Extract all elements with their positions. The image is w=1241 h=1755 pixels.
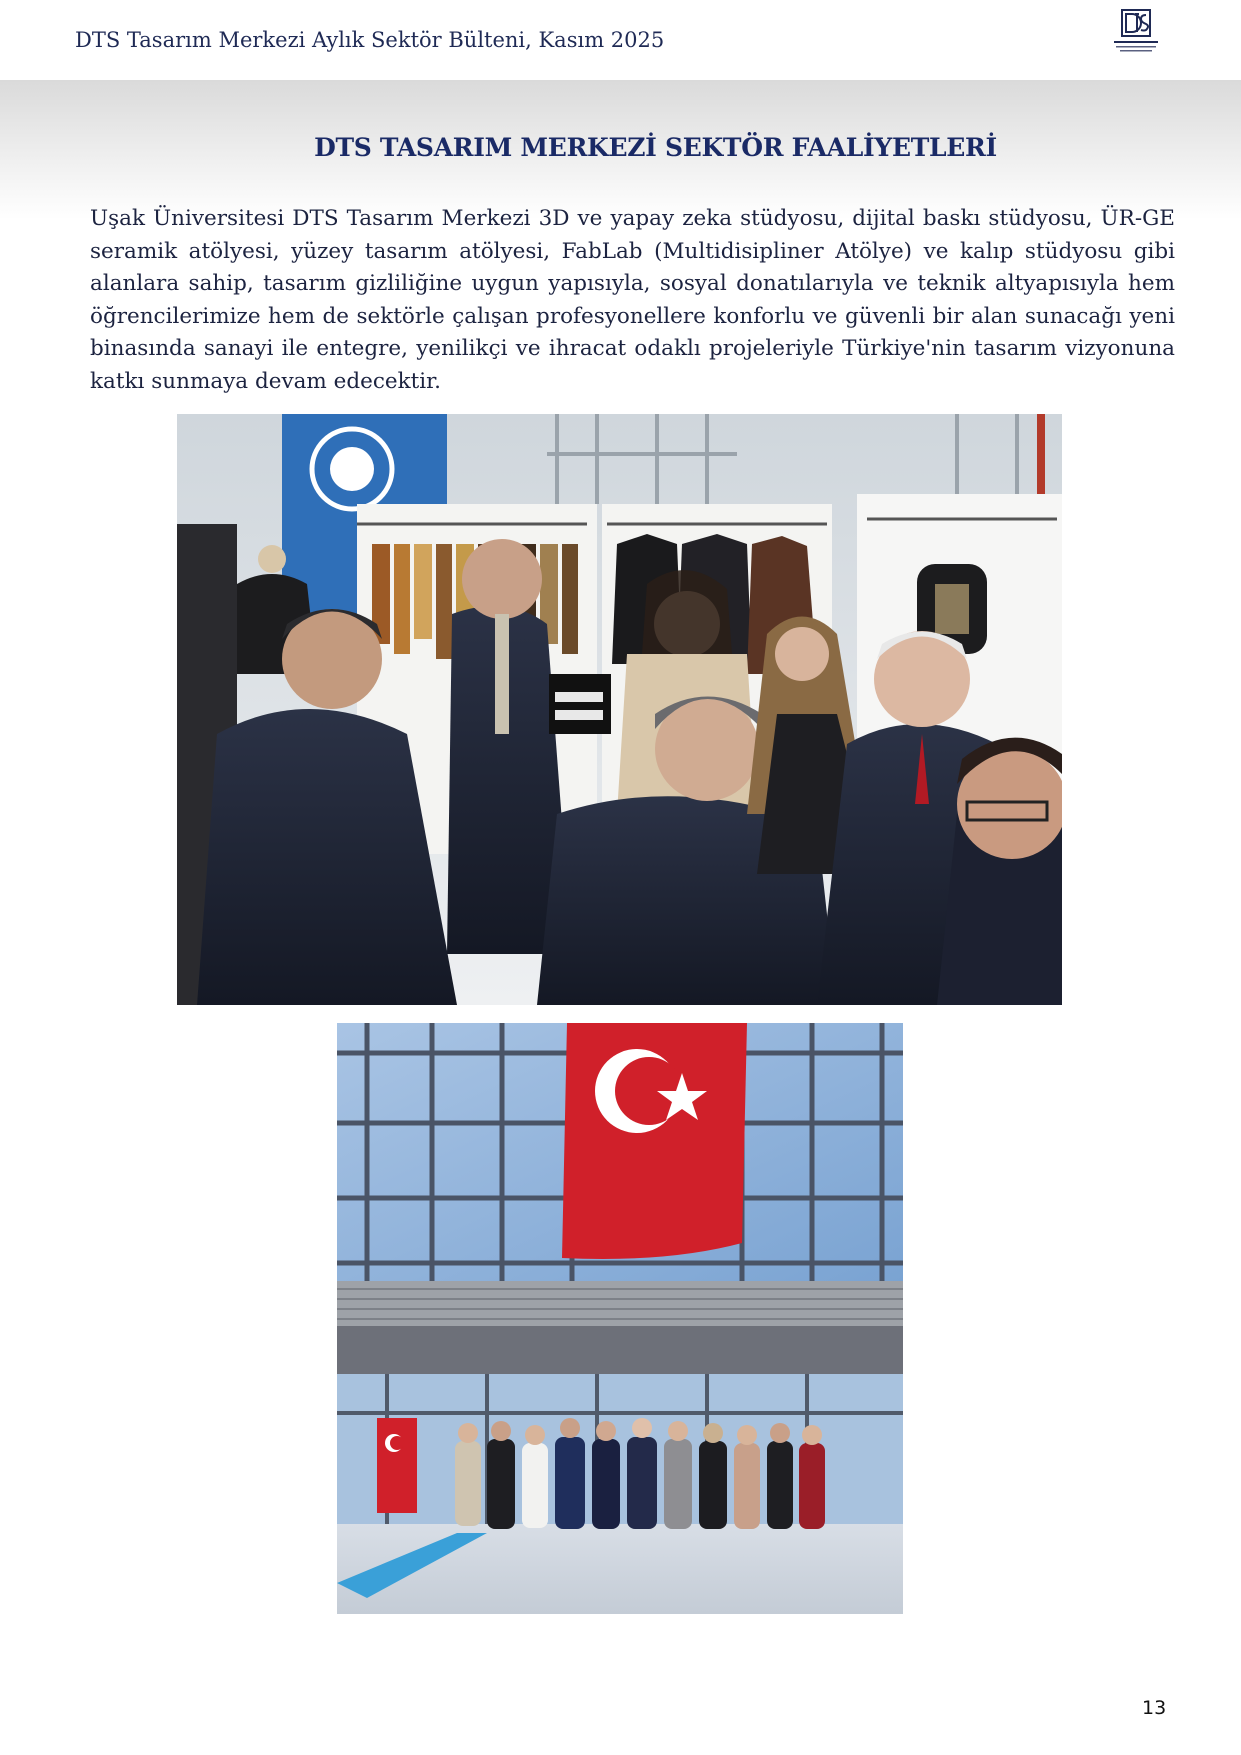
section-title: DTS TASARIM MERKEZİ SEKTÖR FAALİYETLERİ: [314, 133, 997, 162]
header-title: DTS Tasarım Merkezi Aylık Sektör Bülteni, Kasım 2025: [75, 28, 665, 52]
page-header: [0, 0, 1241, 80]
page-number: 13: [1142, 1697, 1167, 1719]
building-group-photo: [337, 1023, 903, 1614]
dts-logo-icon: [1108, 8, 1164, 56]
exhibition-photo: [177, 414, 1062, 1005]
body-paragraph: Uşak Üniversitesi DTS Tasarım Merkezi 3D ve yapay zeka stüdyosu, dijital baskı stüdyosu, ÜR-GE seramik atölyesi, yüzey tasarım atölyesi, FabLab (Multidisipliner Atölye) ve kalıp stüdyosu gibi alanlara sahip, tasarım gizliliğine uygun yapısıyla, sosyal donatılarıyla ve teknik altyapısıyla hem öğrencilerimize hem de sektörle çalışan profesyonellere konforlu ve güvenli bir alan sunacağı yeni binasında sanayi ile entegre, yenilikçi ve ihracat odaklı projeleriyle Türkiye'nin tasarım vizyonuna katkı sunmaya devam edecektir.: [90, 206, 1175, 394]
